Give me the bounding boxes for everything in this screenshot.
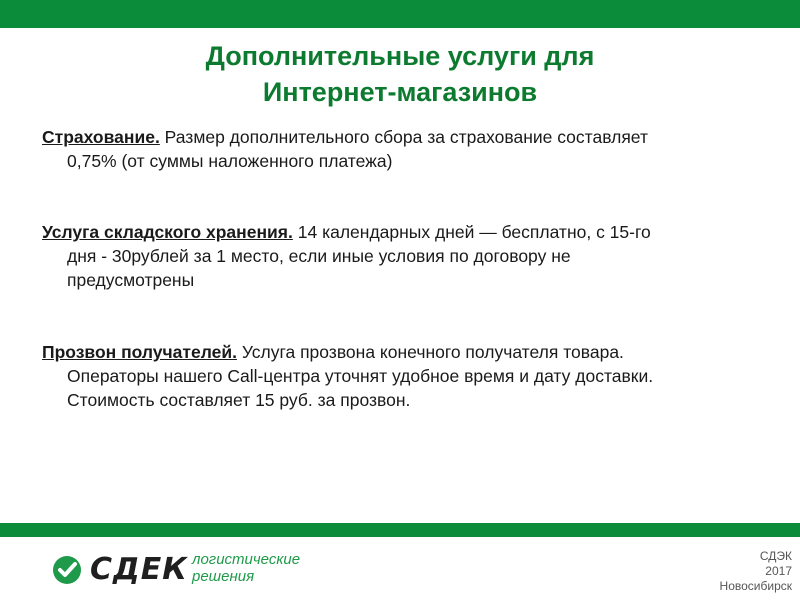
footer-city: Новосибирск (719, 579, 792, 593)
tagline-line-1: логистические (192, 551, 301, 568)
slide-title (0, 38, 800, 110)
title-line-1: Дополнительные услуги для (205, 41, 595, 71)
insurance-paragraph (42, 125, 762, 173)
green-circle-check-icon (52, 555, 82, 585)
logo-text: СДЕК (90, 552, 188, 587)
storage-heading: Услуга складского хранения. (42, 222, 293, 242)
storage-paragraph (42, 220, 762, 292)
insurance-text-line-1: Размер дополнительного сбора за страхование составляет (159, 127, 648, 147)
footer-company: СДЭК (759, 549, 792, 563)
calling-text-line-1: Услуга прозвона конечного получателя товара. (236, 342, 624, 362)
logo-tagline (192, 551, 300, 585)
insurance-heading: Страхование. (42, 127, 160, 147)
storage-text-line-3: предусмотрены (67, 270, 195, 290)
tagline-line-2: решения (192, 568, 255, 585)
calling-text-line-3: Стоимость составляет 15 руб. за прозвон. (67, 390, 411, 410)
top-green-bar (0, 0, 800, 28)
calling-heading: Прозвон получателей. (42, 342, 237, 362)
calling-paragraph (42, 340, 762, 412)
title-line-2: Интернет-магазинов (262, 77, 538, 107)
footer-year: 2017 (765, 564, 792, 578)
storage-text-line-2: дня - 30рублей за 1 место, если иные условия по договору не (67, 246, 571, 266)
insurance-text-line-2: 0,75% (от суммы наложенного платежа) (67, 151, 393, 171)
calling-text-line-2: Операторы нашего Call-центра уточнят удобное время и дату доставки. (67, 366, 654, 386)
footer-info (720, 549, 792, 594)
bottom-green-bar (0, 523, 800, 537)
storage-text-line-1: 14 календарных дней — бесплатно, с 15-го (292, 222, 651, 242)
